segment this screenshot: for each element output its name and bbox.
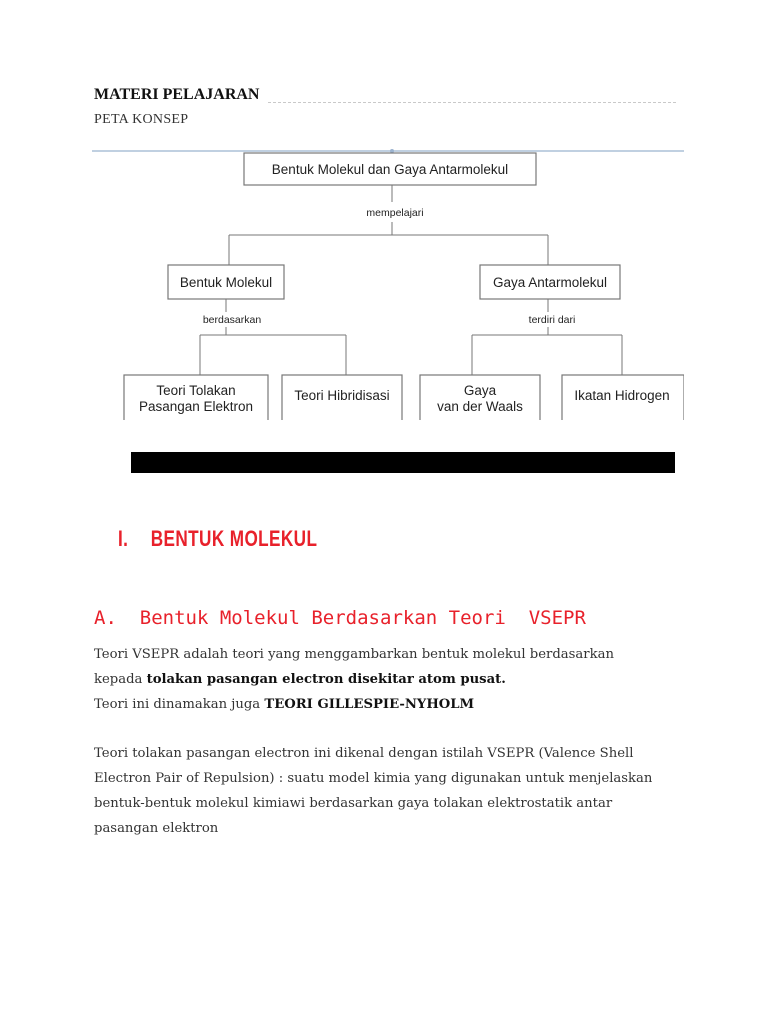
- map-right-link-label: terdiri dari: [528, 314, 576, 326]
- map-leaf-vsepr-line1: Teori Tolakan: [156, 383, 236, 398]
- paragraph-vsepr-explanation: Teori tolakan pasangan electron ini dikenal dengan istilah VSEPR (Valence Shell Electron Pair of Repulsion) : suatu model kimia yang digunakan untuk menjelaskan bentuk-bentuk molekul kimiawi berdasarkan gaya tolakan elektrostatik antar pasangan elektron: [94, 746, 653, 836]
- paragraph1-line2-text: kepada: [94, 672, 143, 687]
- paragraph1-theory-name: TEORI GILLESPIE-NYHOLM: [264, 697, 475, 712]
- map-leaf-vdw-line1: Gaya: [463, 383, 497, 398]
- redaction-bar: [131, 452, 675, 473]
- map-leaf-vdw-line2: van der Waals: [437, 399, 523, 414]
- map-right-node-label: Gaya Antarmolekul: [492, 275, 608, 290]
- paragraph1-line1: Teori VSEPR adalah teori yang menggambarkan bentuk molekul berdasarkan: [94, 647, 614, 662]
- map-left-node-label: Bentuk Molekul: [179, 275, 273, 290]
- header-dashed-rule: [268, 102, 676, 103]
- map-leaf-hidrogen-label: Ikatan Hidrogen: [574, 388, 670, 403]
- section-number: I.: [118, 526, 129, 551]
- paragraph1-line2: [94, 667, 674, 692]
- paragraph1-emphasis: tolakan pasangan electron disekitar atom pusat.: [146, 672, 506, 687]
- map-leaf-vsepr-line2: Pasangan Elektron: [138, 399, 254, 414]
- map-root-link-label: mempelajari: [366, 207, 424, 219]
- concept-map-svg: [92, 145, 684, 420]
- section-heading: [118, 526, 317, 552]
- header-subtitle: PETA KONSEP: [94, 112, 189, 127]
- map-anchor-dot: [390, 149, 394, 153]
- subsection-label: A.: [94, 607, 117, 629]
- subsection-heading: [94, 607, 586, 629]
- map-left-link-label: berdasarkan: [202, 314, 262, 326]
- header-title: MATERI PELAJARAN: [94, 86, 260, 103]
- paragraph1-line3-text: Teori ini dinamakan juga: [94, 697, 261, 712]
- map-leaf-hibridisasi-label: Teori Hibridisasi: [294, 388, 390, 403]
- concept-map: [92, 145, 684, 420]
- subsection-title: Bentuk Molekul Berdasarkan Teori VSEPR: [139, 607, 586, 629]
- paragraph1-line3: [94, 692, 674, 717]
- map-root-label: Bentuk Molekul dan Gaya Antarmolekul: [271, 162, 509, 177]
- section-title: BENTUK MOLEKUL: [150, 526, 318, 551]
- paragraph-vsepr-definition: [94, 642, 674, 717]
